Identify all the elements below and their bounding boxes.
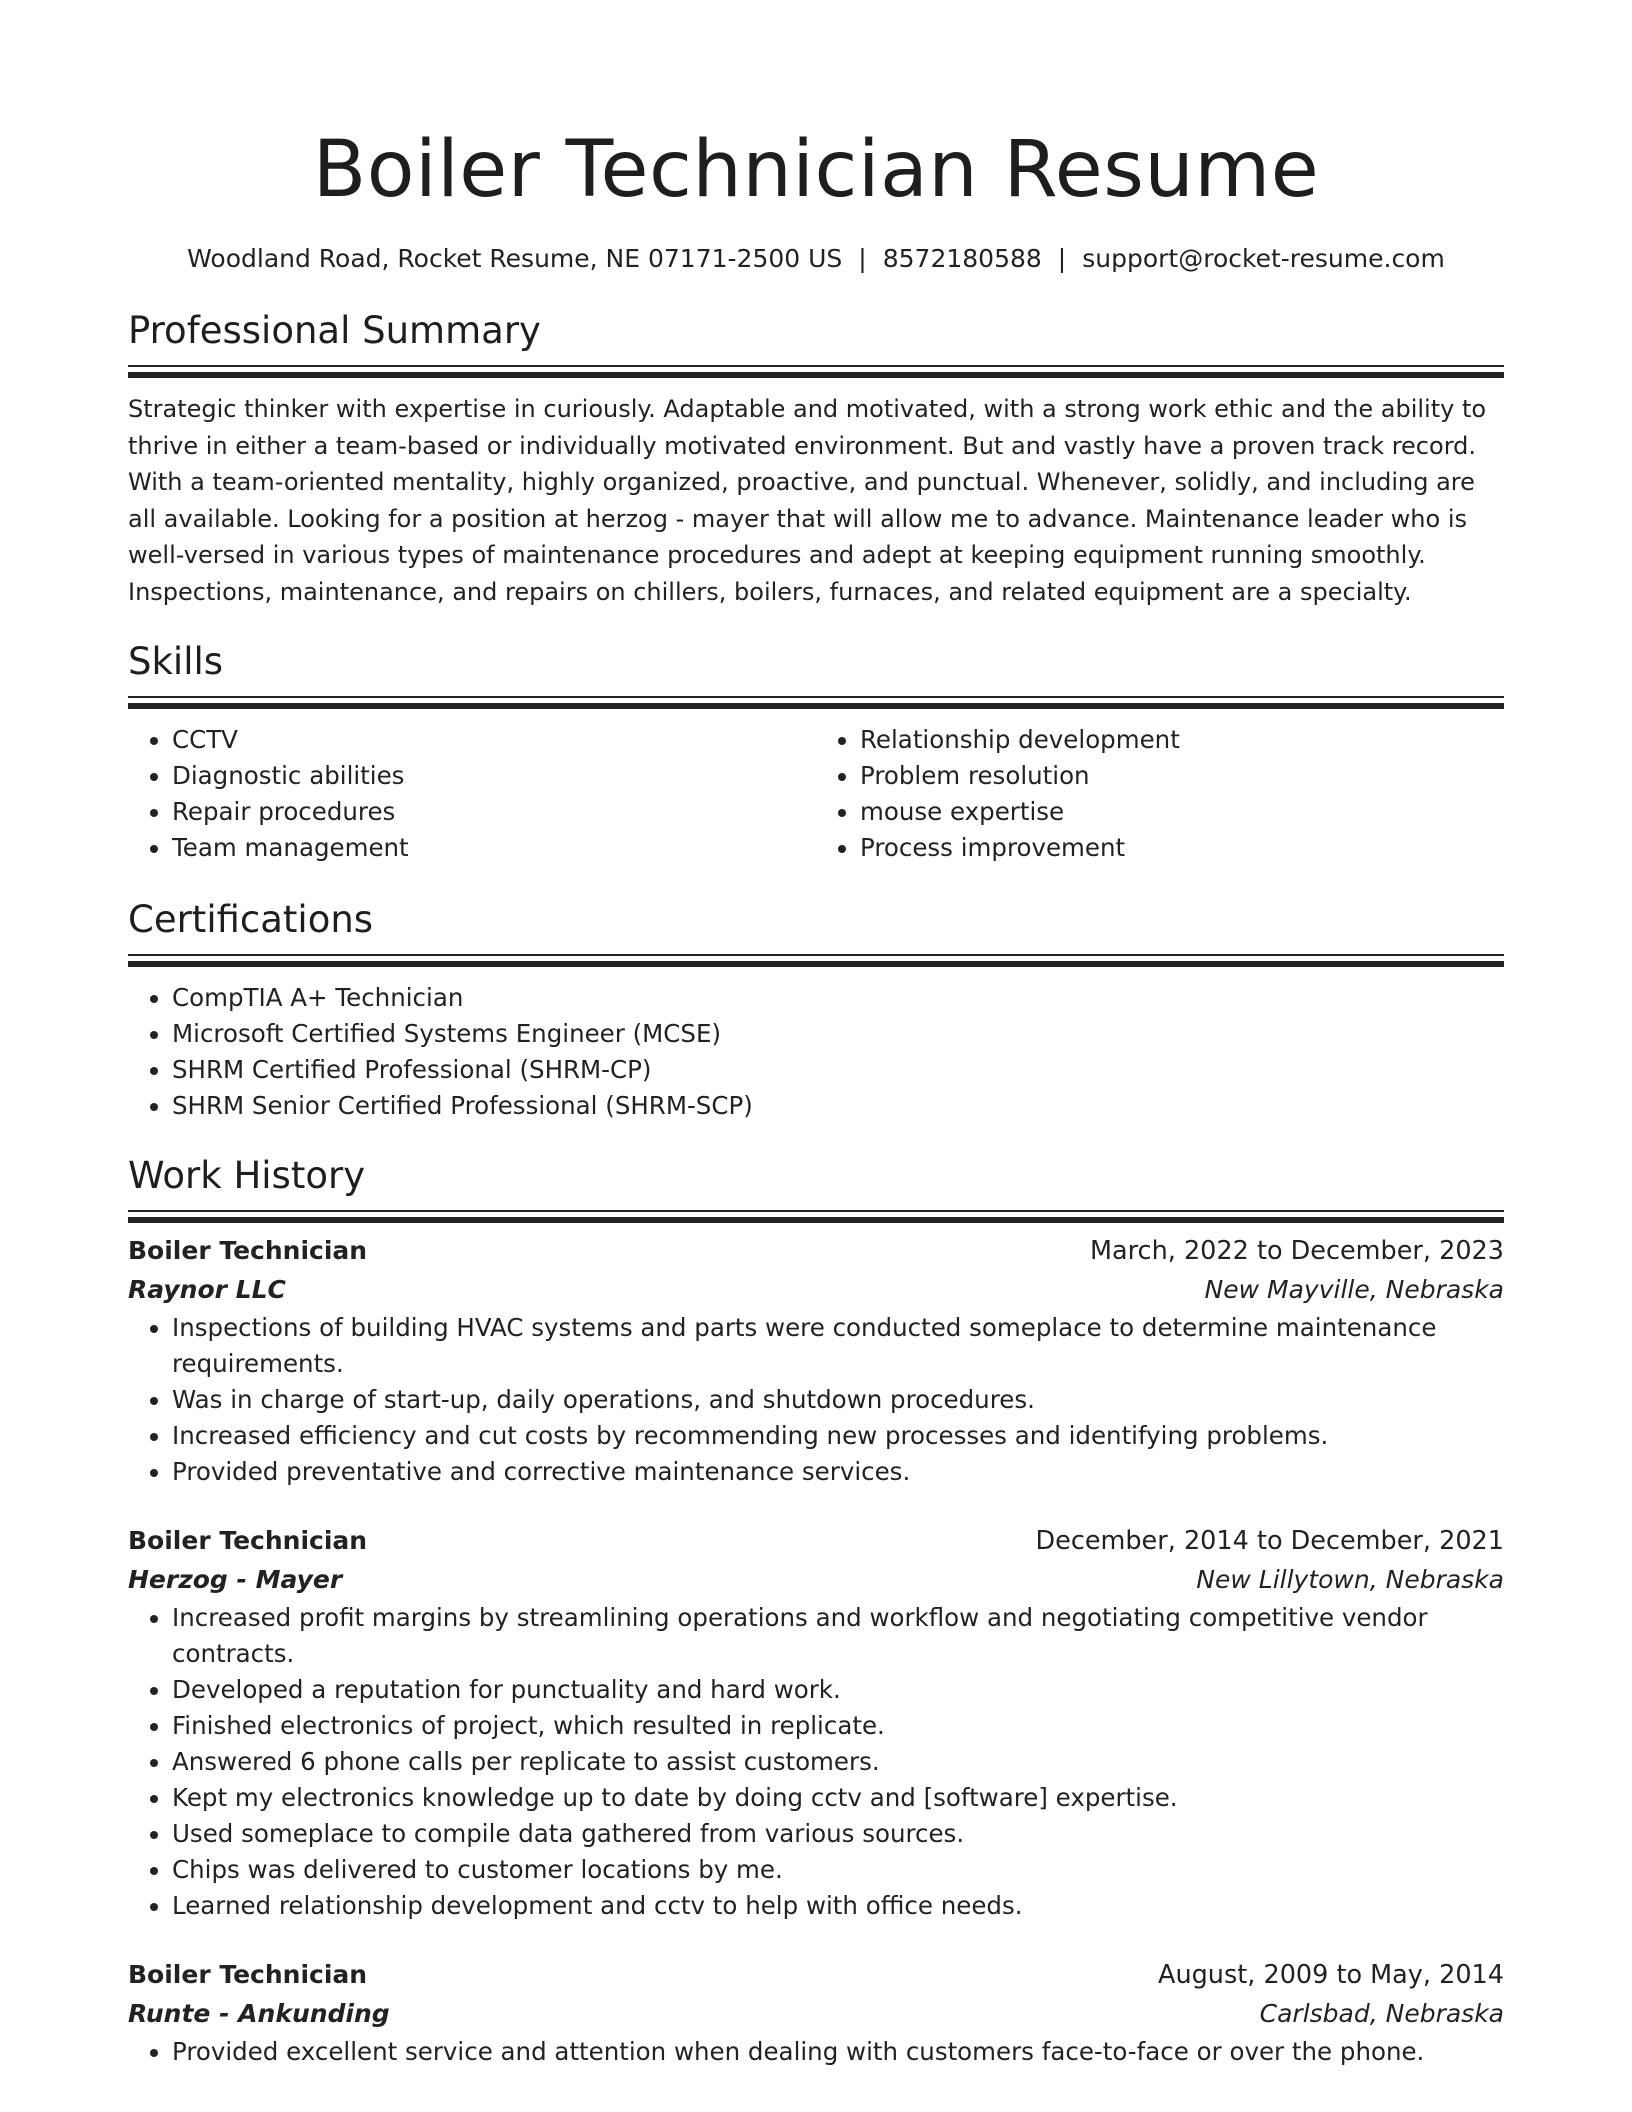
skill-item: • Repair procedures bbox=[172, 794, 816, 830]
job-company: Runte - Ankunding bbox=[128, 1999, 390, 2028]
job-bullet: • Provided excellent service and attention when dealing with customers face-to-face or over the phone. bbox=[172, 2034, 1504, 2070]
job-location: New Lillytown, Nebraska bbox=[1196, 1565, 1504, 1594]
job-dates: March, 2022 to December, 2023 bbox=[1090, 1236, 1504, 1266]
summary-text: Strategic thinker with expertise in curiously. Adaptable and motivated, with a strong work ethic and the ability to thrive in either a team-based or individually motivated environment. But and vastly have a proven track record. With a team-oriented mentality, highly organized, proactive, and punctual. Whenever, solidly, and including are all available. Looking for a position at herzog - mayer that will allow me to advance. Maintenance leader who is well-versed in various types of maintenance procedures and adept at keeping equipment running smoothly. Inspections, maintenance, and repairs on chillers, boilers, furnaces, and related equipment are a specialty. bbox=[128, 395, 1487, 606]
job-dates: August, 2009 to May, 2014 bbox=[1158, 1960, 1504, 1990]
skill-item: • Process improvement bbox=[860, 830, 1504, 866]
job-bullet: • Finished electronics of project, which resulted in replicate. bbox=[172, 1708, 1504, 1744]
contact-separator: | bbox=[858, 244, 867, 273]
job-bullet: • Developed a reputation for punctuality and hard work. bbox=[172, 1672, 1504, 1708]
job-company-row bbox=[128, 1270, 1504, 1310]
section-divider bbox=[128, 365, 1504, 367]
certifications-list bbox=[128, 980, 1504, 1124]
skill-item: • Problem resolution bbox=[860, 758, 1504, 794]
certification-item: • SHRM Senior Certified Professional (SHRM-SCP) bbox=[172, 1088, 1504, 1124]
job-header-row bbox=[128, 1956, 1504, 1994]
job-header-row bbox=[128, 1232, 1504, 1270]
job-bullet: • Increased profit margins by streamlining operations and workflow and negotiating competitive vendor contracts. bbox=[172, 1600, 1504, 1672]
skill-item: • Team management bbox=[172, 830, 816, 866]
skill-item: • mouse expertise bbox=[860, 794, 1504, 830]
summary-body bbox=[128, 391, 1504, 610]
job-title: Boiler Technician bbox=[128, 1236, 368, 1265]
contact-phone: 8572180588 bbox=[882, 244, 1042, 273]
certifications-heading: Certifications bbox=[128, 898, 374, 941]
job-bullet: • Inspections of building HVAC systems and parts were conducted someplace to determine maintenance requirements. bbox=[172, 1310, 1504, 1382]
job-company-row bbox=[128, 1994, 1504, 2034]
job-bullet: • Answered 6 phone calls per replicate to assist customers. bbox=[172, 1744, 1504, 1780]
contact-email: support@rocket-resume.com bbox=[1082, 244, 1445, 273]
job-title: Boiler Technician bbox=[128, 1960, 368, 1989]
certifications-section bbox=[128, 896, 1504, 1124]
skills-list-left bbox=[128, 722, 816, 866]
skill-item: • Relationship development bbox=[860, 722, 1504, 758]
skills-grid bbox=[128, 722, 1504, 866]
skill-item: • Diagnostic abilities bbox=[172, 758, 816, 794]
work-history-section bbox=[128, 1152, 1504, 2070]
job-dates: December, 2014 to December, 2021 bbox=[1035, 1526, 1504, 1556]
job-bullet: • Chips was delivered to customer locations by me. bbox=[172, 1852, 1504, 1888]
work-history-heading: Work History bbox=[128, 1154, 366, 1197]
skills-section bbox=[128, 638, 1504, 866]
job-bullet: • Increased efficiency and cut costs by recommending new processes and identifying problems. bbox=[172, 1418, 1504, 1454]
certification-item: • Microsoft Certified Systems Engineer (MCSE) bbox=[172, 1016, 1504, 1052]
summary-section bbox=[128, 307, 1504, 610]
job-bullet: • Used someplace to compile data gathered from various sources. bbox=[172, 1816, 1504, 1852]
job-entry bbox=[128, 1232, 1504, 1490]
section-divider bbox=[128, 696, 1504, 698]
skills-list-right bbox=[816, 722, 1504, 866]
job-company: Raynor LLC bbox=[128, 1275, 286, 1304]
summary-heading: Professional Summary bbox=[128, 309, 541, 352]
skill-item: • CCTV bbox=[172, 722, 816, 758]
job-bullets bbox=[128, 1310, 1504, 1490]
certification-item: • SHRM Certified Professional (SHRM-CP) bbox=[172, 1052, 1504, 1088]
section-divider bbox=[128, 954, 1504, 956]
contact-line bbox=[128, 242, 1504, 276]
job-company-row bbox=[128, 1560, 1504, 1600]
job-location: Carlsbad, Nebraska bbox=[1259, 1999, 1504, 2028]
job-title: Boiler Technician bbox=[128, 1526, 368, 1555]
job-entry bbox=[128, 1522, 1504, 1924]
job-bullet: • Provided preventative and corrective maintenance services. bbox=[172, 1454, 1504, 1490]
certification-item: • CompTIA A+ Technician bbox=[172, 980, 1504, 1016]
job-bullet: • Was in charge of start-up, daily operations, and shutdown procedures. bbox=[172, 1382, 1504, 1418]
contact-address: Woodland Road, Rocket Resume, NE 07171-2500 US bbox=[187, 244, 843, 273]
job-bullet: • Learned relationship development and cctv to help with office needs. bbox=[172, 1888, 1504, 1924]
skills-heading: Skills bbox=[128, 640, 224, 683]
job-company: Herzog - Mayer bbox=[128, 1565, 343, 1594]
job-location: New Mayville, Nebraska bbox=[1204, 1275, 1504, 1304]
job-bullets bbox=[128, 1600, 1504, 1924]
job-entry bbox=[128, 1956, 1504, 2070]
resume-title: Boiler Technician Resume bbox=[312, 125, 1320, 215]
contact-separator: | bbox=[1057, 244, 1067, 273]
certifications-body bbox=[128, 980, 1504, 1124]
job-bullets bbox=[128, 2034, 1504, 2070]
job-header-row bbox=[128, 1522, 1504, 1560]
section-divider bbox=[128, 1210, 1504, 1212]
job-bullet: • Kept my electronics knowledge up to date by doing cctv and [software] expertise. bbox=[172, 1780, 1504, 1816]
